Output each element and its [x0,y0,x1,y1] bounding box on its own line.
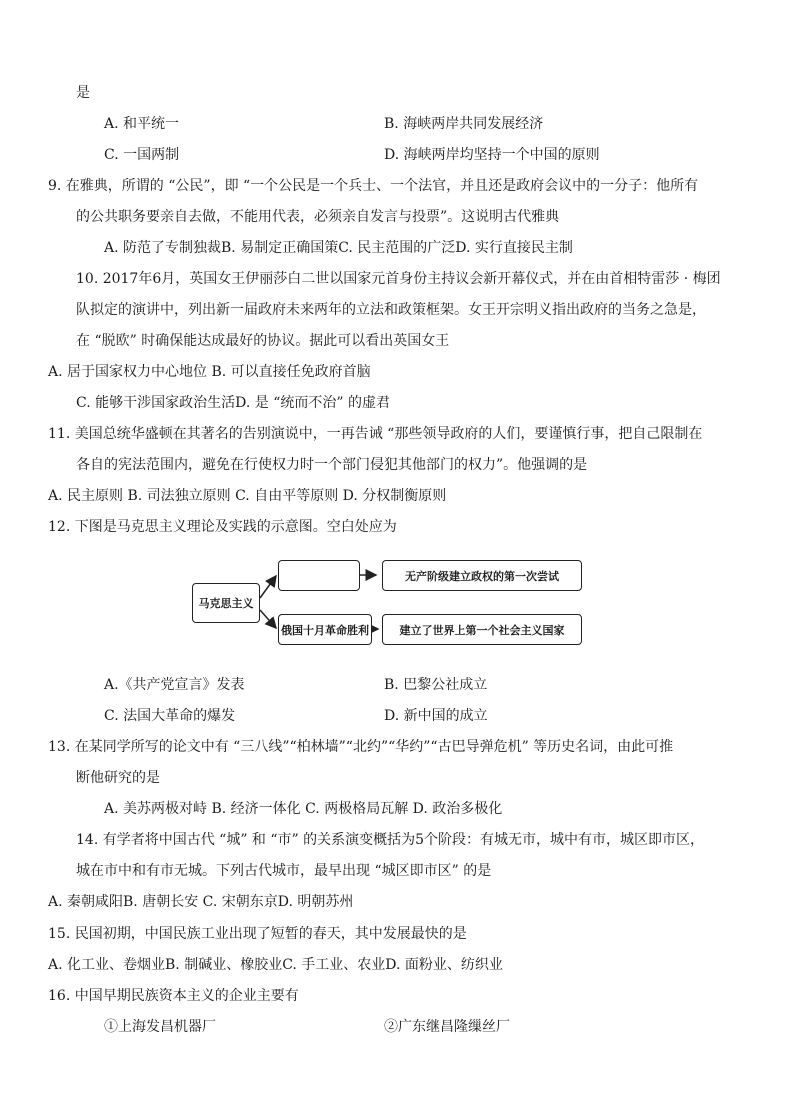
diagram-blank-box [278,560,360,591]
question-15-options: A. 化工业、卷烟业B. 制碱业、橡胶业C. 手工业、农业D. 面粉业、纺织业 [48,957,503,973]
question-14-stem-line-2: 城在市中和有市无城。下列古代城市，最早出现 “城区即市区” 的是 [76,863,492,879]
question-16-item-2: ②广东继昌隆缫丝厂 [384,1019,510,1035]
question-8-option-d: D. 海峡两岸均坚持一个中国的原则 [384,147,600,163]
question-8-option-b: B. 海峡两岸共同发展经济 [384,116,544,132]
arrow-root-to-october-revolution [260,610,276,628]
question-16-stem: 16. 中国早期民族资本主义的企业主要有 [48,988,299,1004]
question-9-stem-line-1: 9. 在雅典，所谓的 “公民”，即 “一个公民是一个兵士、一个法官，并且还是政府会议中的一分子：他所有 [48,178,699,194]
question-8-option-a: A. 和平统一 [104,116,180,132]
question-8-option-c: C. 一国两制 [104,147,180,163]
question-10-stem-line-1: 10. 2017年6月，英国女王伊丽莎白二世以国家元首身份主持议会新开幕仪式，并在由首相特雷莎 · 梅团 [76,271,721,287]
question-11-stem-line-2: 各自的宪法范围内，避免在行使权力时一个部门侵犯其他部门的权力”。他强调的是 [76,457,588,473]
question-13-stem-line-1: 13. 在某同学所写的论文中有 “三八线”“柏林墙”“北约”“华约”“古巴导弹危机” 等历史名词，由此可推 [48,739,674,755]
question-11-options: A. 民主原则 B. 司法独立原则 C. 自由平等原则 D. 分权制衡原则 [48,488,447,504]
question-12-option-d: D. 新中国的成立 [384,708,488,724]
question-15-stem: 15. 民国初期，中国民族工业出现了短暂的春天，其中发展最快的是 [48,926,467,942]
question-13-options: A. 美苏两极对峙 B. 经济一体化 C. 两极格局瓦解 D. 政治多极化 [104,801,503,817]
question-14-options: A. 秦朝咸阳B. 唐朝长安 C. 宋朝东京D. 明朝苏州 [48,894,354,910]
question-12-option-b: B. 巴黎公社成立 [384,677,488,693]
question-10-stem-line-2: 队拟定的演讲中，列出新一届政府未来两年的立法和政策框架。女王开宗明义指出政府的当务之急是， [76,302,706,318]
question-14-stem-line-1: 14. 有学者将中国古代 “城” 和 “市” 的关系演变概括为5个阶段：有城无市，城中有市，城区即市区， [76,832,705,848]
marxism-diagram [190,556,586,650]
question-16-item-1: ①上海发昌机器厂 [104,1019,216,1035]
question-8-stem-tail: 是 [76,85,90,101]
question-12-option-a: A.《共产党宣言》发表 [104,677,245,693]
diagram-october-revolution-box: 俄国十月革命胜利 [278,614,372,645]
question-13-stem-line-2: 断他研究的是 [76,770,160,786]
question-10-stem-line-3: 在 “脱欧” 时确保能达成最好的协议。据此可以看出英国女王 [76,333,450,349]
question-9-stem-line-2: 的公共职务要亲自去做，不能用代表，必须亲自发言与投票”。这说明古代雅典 [76,209,560,225]
question-12-stem: 12. 下图是马克思主义理论及实践的示意图。空白处应为 [48,519,397,535]
question-10-options-cd: C. 能够干涉国家政治生活D. 是 “统而不治” 的虚君 [76,395,390,411]
question-10-options-ab: A. 居于国家权力中心地位 B. 可以直接任免政府首脑 [48,364,371,380]
question-11-stem-line-1: 11. 美国总统华盛顿在其著名的告别演说中，一再告诫 “那些领导政府的人们，要谨慎行事，把自己限制在 [48,426,703,442]
question-12-option-c: C. 法国大革命的爆发 [104,708,236,724]
diagram-top-result-box: 无产阶级建立政权的第一次尝试 [382,560,582,591]
diagram-bottom-result-box: 建立了世界上第一个社会主义国家 [382,614,582,645]
question-9-options: A. 防范了专制独裁B. 易制定正确国策C. 民主范围的广泛D. 实行直接民主制 [104,240,573,256]
diagram-root-box: 马克思主义 [192,583,260,623]
arrow-root-to-blank [260,576,276,598]
